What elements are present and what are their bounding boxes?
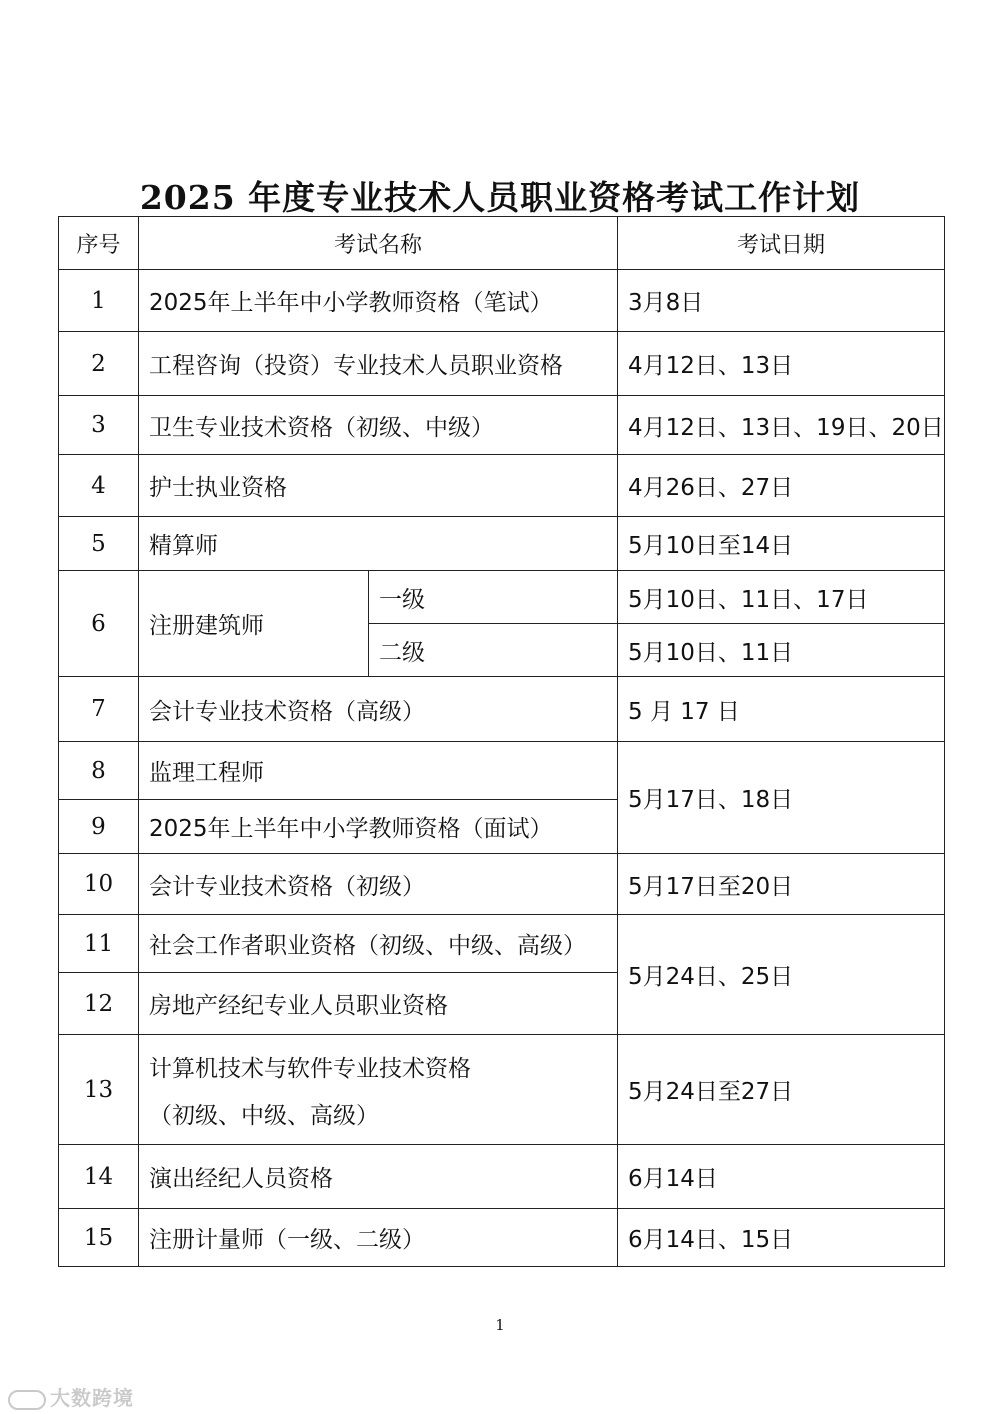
row-date: 5 月 17 日 bbox=[618, 677, 945, 742]
row-sublevel: 一级 bbox=[369, 571, 618, 624]
row-name: 2025年上半年中小学教师资格（笔试） bbox=[139, 270, 618, 332]
row-date: 5月10日至14日 bbox=[618, 517, 945, 571]
table-row bbox=[59, 854, 945, 915]
table-row bbox=[59, 571, 945, 624]
row-seq: 8 bbox=[59, 742, 139, 800]
page-number: 1 bbox=[495, 1316, 505, 1334]
row-seq: 6 bbox=[59, 571, 139, 677]
row-name-line1: 计算机技术与软件专业技术资格 bbox=[149, 1055, 471, 1082]
row-sublevel: 二级 bbox=[369, 624, 618, 677]
row-name: 会计专业技术资格（高级） bbox=[139, 677, 618, 742]
row-date: 4月12日、13日 bbox=[618, 332, 945, 396]
row-date: 5月24日、25日 bbox=[618, 915, 945, 1035]
row-name: 演出经纪人员资格 bbox=[139, 1145, 618, 1209]
row-seq: 13 bbox=[59, 1035, 139, 1145]
row-name: 社会工作者职业资格（初级、中级、高级） bbox=[139, 915, 618, 973]
row-seq: 4 bbox=[59, 455, 139, 517]
header-seq: 序号 bbox=[59, 217, 139, 270]
row-seq: 2 bbox=[59, 332, 139, 396]
row-name-line2: （初级、中级、高级） bbox=[149, 1102, 379, 1129]
row-date: 5月24日至27日 bbox=[618, 1035, 945, 1145]
table-row bbox=[59, 677, 945, 742]
watermark-text: 大数跨境 bbox=[50, 1386, 134, 1410]
table-row bbox=[59, 915, 945, 973]
table-row bbox=[59, 1209, 945, 1267]
header-name: 考试名称 bbox=[139, 217, 618, 270]
row-seq: 11 bbox=[59, 915, 139, 973]
watermark-logo-icon bbox=[8, 1390, 46, 1410]
row-name: 房地产经纪专业人员职业资格 bbox=[139, 973, 618, 1035]
row-seq: 1 bbox=[59, 270, 139, 332]
row-seq: 10 bbox=[59, 854, 139, 915]
row-name: 护士执业资格 bbox=[139, 455, 618, 517]
row-date: 3月8日 bbox=[618, 270, 945, 332]
table-row bbox=[59, 742, 945, 800]
table-row bbox=[59, 517, 945, 571]
row-name: 卫生专业技术资格（初级、中级） bbox=[139, 396, 618, 455]
watermark bbox=[8, 1382, 134, 1411]
header-date: 考试日期 bbox=[618, 217, 945, 270]
row-date: 6月14日、15日 bbox=[618, 1209, 945, 1267]
row-seq: 15 bbox=[59, 1209, 139, 1267]
row-name: 精算师 bbox=[139, 517, 618, 571]
row-date: 4月26日、27日 bbox=[618, 455, 945, 517]
row-name: 2025年上半年中小学教师资格（面试） bbox=[139, 800, 618, 854]
row-name-multiline bbox=[139, 1035, 618, 1145]
row-seq: 9 bbox=[59, 800, 139, 854]
row-seq: 14 bbox=[59, 1145, 139, 1209]
table-row bbox=[59, 332, 945, 396]
row-seq: 5 bbox=[59, 517, 139, 571]
table-row bbox=[59, 455, 945, 517]
row-seq: 12 bbox=[59, 973, 139, 1035]
row-seq: 7 bbox=[59, 677, 139, 742]
row-name: 注册建筑师 bbox=[139, 571, 369, 677]
row-date: 5月17日、18日 bbox=[618, 742, 945, 854]
row-name: 工程咨询（投资）专业技术人员职业资格 bbox=[139, 332, 618, 396]
table-row bbox=[59, 270, 945, 332]
row-date: 5月10日、11日 bbox=[618, 624, 945, 677]
row-name: 注册计量师（一级、二级） bbox=[139, 1209, 618, 1267]
exam-schedule-table bbox=[58, 216, 945, 1267]
row-date: 5月17日至20日 bbox=[618, 854, 945, 915]
table-row bbox=[59, 1035, 945, 1145]
row-name: 会计专业技术资格（初级） bbox=[139, 854, 618, 915]
table-row bbox=[59, 1145, 945, 1209]
row-date: 6月14日 bbox=[618, 1145, 945, 1209]
row-name: 监理工程师 bbox=[139, 742, 618, 800]
document-title: 2025 年度专业技术人员职业资格考试工作计划 bbox=[139, 178, 861, 217]
table-row bbox=[59, 396, 945, 455]
row-date: 5月10日、11日、17日 bbox=[618, 571, 945, 624]
row-date: 4月12日、13日、19日、20日 bbox=[618, 396, 945, 455]
table-header-row bbox=[59, 217, 945, 270]
row-seq: 3 bbox=[59, 396, 139, 455]
